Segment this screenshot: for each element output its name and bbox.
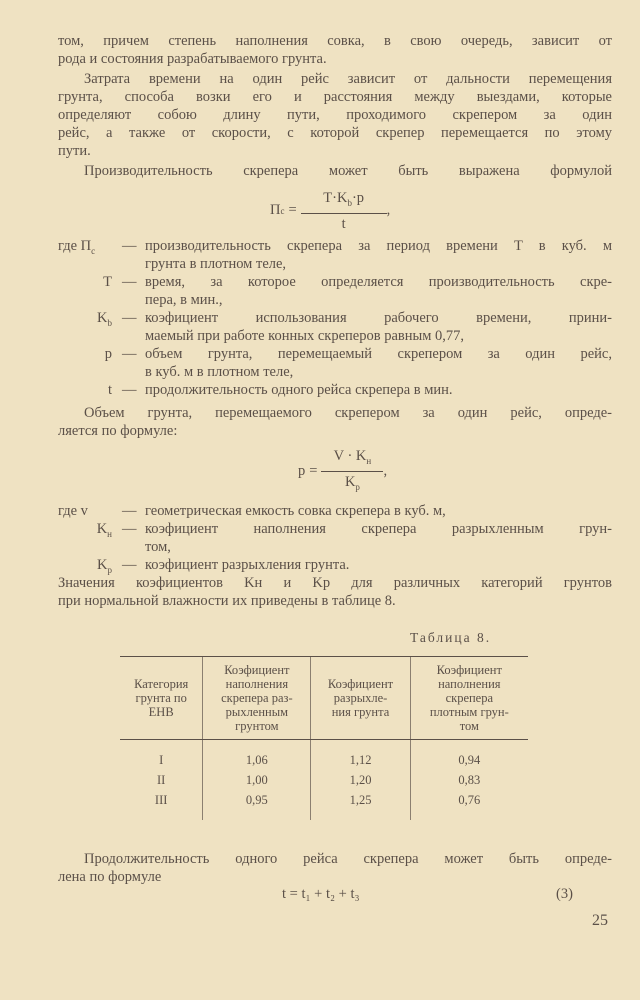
table-row	[120, 790, 528, 820]
definition-dash: —	[122, 503, 137, 519]
definition-dash: —	[122, 238, 137, 254]
text-line: Затрата времени на один рейс зависит от дальности перемещения	[84, 71, 612, 87]
table-cell: 0,83	[410, 770, 528, 790]
formula-eq: =	[288, 202, 297, 219]
definition-symbol	[58, 237, 118, 260]
formula-volume	[298, 446, 387, 497]
header-line: рыхленным	[225, 705, 289, 719]
formula-sub: с	[280, 205, 285, 216]
table-cell: 1,12	[311, 740, 410, 771]
table-row	[120, 770, 528, 790]
definition-symbol	[58, 381, 112, 404]
definition-text: том,	[145, 539, 171, 555]
column-header	[311, 657, 410, 740]
text-line: при нормальной влажности их приведены в таблице 8.	[58, 593, 396, 609]
table-cell: 0,94	[410, 740, 528, 771]
numerator-sub: b	[347, 197, 352, 208]
definition-text: пера, в мин.,	[145, 292, 223, 308]
definition-text: время, за которое определяется производительность скре-	[145, 274, 612, 290]
denominator-sub: р	[355, 481, 360, 492]
definition-symbol	[58, 309, 112, 332]
text-line: грунта, способа возки его и расстояния между выездами, которые	[58, 89, 612, 105]
header-line: грунта по	[135, 691, 187, 705]
table-row	[120, 740, 528, 771]
table-cell: I	[159, 753, 164, 767]
definition-dash: —	[122, 346, 137, 362]
header-line: Коэфициент	[224, 663, 290, 677]
definition-dash: —	[122, 521, 137, 537]
header-line: Коэфициент	[436, 663, 502, 677]
symbol-sub: с	[91, 245, 96, 256]
definition-text: объем грунта, перемещаемый скрепером за один рейс,	[145, 346, 612, 362]
table-body	[120, 740, 528, 821]
symbol: p	[104, 346, 112, 362]
header-line: наполнения	[438, 677, 501, 691]
symbol: T	[103, 274, 112, 290]
definition-text: производительность скрепера за период времени T в куб. м	[145, 238, 612, 254]
paragraph-3: Производительность скрепера может быть выражена формулой	[84, 163, 612, 179]
header-line: грунтом	[235, 719, 279, 733]
header-line: скрепера	[445, 691, 494, 705]
header-line: плотным грун-	[429, 705, 509, 719]
numerator-tail: ·p	[351, 190, 365, 206]
column-header	[120, 657, 203, 740]
formula-tail: ,	[386, 202, 391, 219]
definition-symbol	[58, 345, 112, 368]
symbol-sub: b	[107, 317, 112, 328]
formula-eq: =	[309, 462, 318, 479]
formula-productivity	[270, 188, 390, 234]
definition-text: в куб. м в плотном теле,	[145, 364, 294, 380]
text-line: рода и состояния разрабатываемого грунта.	[58, 51, 327, 67]
header-line: ния грунта	[331, 705, 390, 719]
numerator: T·K	[323, 190, 348, 206]
table-header-row	[120, 657, 528, 740]
formula-number: (3)	[556, 886, 573, 902]
definition-text: маемый при работе конных скреперов равным 0,77,	[145, 328, 465, 344]
column-header	[410, 657, 528, 740]
formula-lhs: p	[298, 462, 306, 479]
definition-text: коэфициент использования рабочего времени, прини-	[145, 310, 612, 326]
numerator: V · K	[333, 448, 367, 464]
table-cell: 1,00	[203, 770, 311, 790]
text-line: пути.	[58, 143, 91, 159]
definition-dash: —	[122, 274, 137, 290]
definition-text: коэфициент разрыхления грунта.	[145, 557, 350, 573]
coefficients-table	[120, 656, 528, 820]
page-number: 25	[592, 912, 608, 929]
header-line: ЕНВ	[148, 705, 174, 719]
fraction	[301, 188, 387, 234]
text-line: лена по формуле	[58, 869, 162, 885]
definition-symbol	[58, 273, 112, 296]
header-line: Категория	[134, 677, 189, 691]
definition-dash: —	[122, 382, 137, 398]
text-line: ляется по формуле:	[58, 423, 178, 439]
text-line: том, причем степень наполнения совка, в свою очередь, зависит от	[58, 33, 612, 49]
symbol: где v	[58, 503, 88, 519]
definition-symbol	[58, 520, 112, 543]
definition-text: геометрическая емкость совка скрепера в куб. м,	[145, 503, 446, 519]
header-line: Коэфициент	[327, 677, 394, 691]
column-header	[203, 657, 311, 740]
header-line: скрепера раз-	[221, 691, 293, 705]
text-line: Продолжительность одного рейса скрепера может быть опреде-	[84, 851, 612, 867]
text-line: рейс, а также от скорости, с которой скрепер перемещается по этому	[58, 125, 612, 141]
formula-trip-time: t = t₁ + t₂ + t₃	[282, 886, 360, 902]
symbol-sub: н	[107, 528, 112, 539]
table-cell: 1,20	[311, 770, 410, 790]
fraction	[321, 446, 383, 497]
definition-text: коэфициент наполнения скрепера разрыхленным грун-	[145, 521, 612, 537]
denominator: K	[344, 473, 356, 490]
table-cell: 0,95	[203, 790, 311, 820]
symbol: t	[107, 382, 112, 398]
text-line: Объем грунта, перемещаемого скрепером за один рейс, опреде-	[84, 405, 612, 421]
symbol-sub: р	[107, 564, 112, 575]
denominator: t	[341, 215, 346, 232]
definition-dash: —	[122, 310, 137, 326]
text-line: определяют собою длину пути, проходимого скрепером за один	[58, 107, 612, 123]
formula-tail: ,	[383, 462, 388, 479]
header-line: наполнения	[225, 677, 289, 691]
table-caption: Таблица 8.	[410, 630, 492, 645]
symbol: K	[96, 521, 108, 537]
definition-dash: —	[122, 557, 137, 573]
header-line: том	[459, 719, 479, 733]
definition-text: грунта в плотном теле,	[145, 256, 287, 272]
numerator-sub: н	[366, 455, 372, 466]
formula-lhs: П	[270, 202, 281, 219]
text-line: Значения коэфициентов Kн и Kр для различных категорий грунтов	[58, 575, 612, 591]
table-cell: II	[157, 773, 166, 787]
symbol: K	[97, 557, 108, 573]
symbol: K	[97, 310, 108, 326]
header-line: разрыхле-	[333, 691, 388, 705]
symbol: где П	[58, 238, 92, 254]
table-cell: 1,06	[203, 740, 311, 771]
table-cell: 1,25	[311, 790, 410, 820]
definition-text: продолжительность одного рейса скрепера в мин.	[145, 382, 453, 398]
table-cell: III	[154, 793, 168, 807]
table-cell: 0,76	[410, 790, 528, 820]
